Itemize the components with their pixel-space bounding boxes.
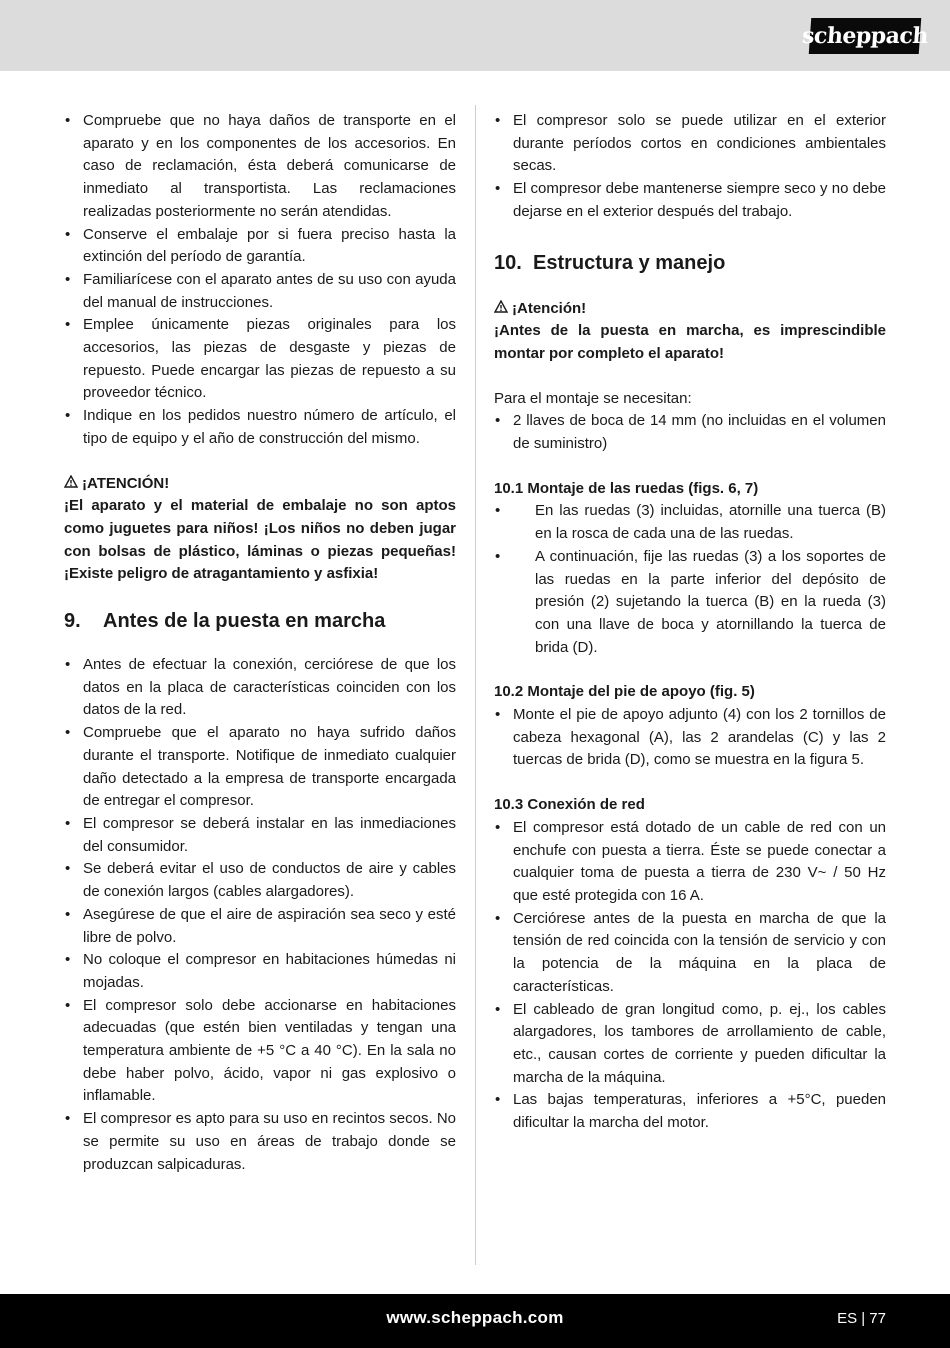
list-item: • 2 llaves de boca de 14 mm (no incluidas en el volumen de suministro): [494, 410, 886, 455]
warning-body: ¡El aparato y el material de embalaje no son aptos como juguetes para niños! ¡Los niños no deben jugar con bolsas de plástico, láminas o piezas pequeñas! ¡Existe peligro de atragantamiento y asfixia!: [64, 497, 456, 583]
section-title: Estructura y manejo: [533, 251, 726, 274]
warning-title: ¡Atención!: [512, 299, 587, 317]
section-number: 10.: [494, 251, 522, 274]
list-item: • Antes de efectuar la conexión, cerciórese de que los datos en la placa de características coinciden con los datos de la red.: [64, 654, 456, 722]
page-number: ES | 77: [837, 1310, 886, 1327]
list-item: • Monte el pie de apoyo adjunto (4) con los 2 tornillos de cabeza hexagonal (A), las 2 arandelas (C) y las 2 tuercas de brida (D), como se muestra en la figura 5.: [494, 704, 886, 772]
section-9-list: [64, 654, 456, 1176]
list-item: • El compresor solo se puede utilizar en el exterior durante períodos cortos en condiciones ambientales secas.: [494, 110, 886, 178]
assembly-intro: Para el montaje se necesitan:: [494, 389, 692, 407]
warning-block: [494, 298, 886, 366]
power-list: [494, 817, 886, 1135]
list-item: • El compresor está dotado de un cable de red con un enchufe con puesta a tierra. Éste se puede conectar a cualquier toma de puesta a tierra de 230 V~ / 50 Hz que esté protegida con 16 A.: [494, 817, 886, 908]
list-item: • El cableado de gran longitud como, p. ej., los cables alargadores, los tambores de arrollamiento de cable, etc., causan cortes de corriente y pueden dificultar la marcha de la máquina.: [494, 999, 886, 1090]
left-column: [64, 110, 456, 1176]
list-item: • Compruebe que no haya daños de transporte en el aparato y en los componentes de los accesorios. En caso de reclamación, ésta deberá comunicarse de inmediato al transportista. Las reclamaciones realizadas posteriormente no serán atendidas.: [64, 110, 456, 224]
right-column: [494, 110, 886, 1135]
section-title: Antes de la puesta en marcha: [103, 610, 386, 633]
assembly-list: [494, 410, 886, 455]
warning-heading: [494, 298, 886, 321]
list-item: • A continuación, fije las ruedas (3) a los soportes de las ruedas en la parte inferior del depósito de presión (2) sujetando la tuerca (B) en la rueda (3) con una llave de boca y atornillando la tuerca de brida (D).: [494, 546, 886, 660]
subsection-heading: 10.2 Montaje del pie de apoyo (fig. 5): [494, 683, 755, 701]
subsection-heading: 10.1 Montaje de las ruedas (figs. 6, 7): [494, 479, 759, 497]
header-bar: [0, 0, 950, 71]
warning-block: [64, 473, 456, 587]
warning-heading: [64, 473, 456, 496]
stand-list: [494, 704, 886, 772]
list-item: • Emplee únicamente piezas originales para los accesorios, las piezas de desgaste y piezas de repuesto. Puede encargar las piezas de repuesto a su proveedor técnico.: [64, 314, 456, 405]
list-item: • No coloque el compresor en habitaciones húmedas ni mojadas.: [64, 949, 456, 994]
list-item: • El compresor se deberá instalar en las inmediaciones del consumidor.: [64, 813, 456, 858]
list-item: • El compresor solo debe accionarse en habitaciones adecuadas (que estén bien ventiladas y tengan una temperatura ambiente de +5 °C a 40 °C). En la sala no debe haber polvo, ácido, vapor ni gas explosivo o inflamable.: [64, 995, 456, 1109]
list-item: • En las ruedas (3) incluidas, atornille una tuerca (B) en la rosca de cada una de las ruedas.: [494, 500, 886, 545]
wheels-list: [494, 500, 886, 659]
list-item: • Asegúrese de que el aire de aspiración sea seco y esté libre de polvo.: [64, 904, 456, 949]
section-heading: [494, 250, 886, 276]
website-url: www.scheppach.com: [386, 1308, 564, 1327]
warning-triangle-icon: [64, 473, 78, 496]
list-item: • El compresor es apto para su uso en recintos secos. No se permite su uso en áreas de trabajo donde se produzcan salpicaduras.: [64, 1108, 456, 1176]
subsection-heading: 10.3 Conexión de red: [494, 796, 645, 814]
list-item: • Familiarícese con el aparato antes de su uso con ayuda del manual de instrucciones.: [64, 269, 456, 314]
brand-logo: scheppach: [809, 18, 922, 54]
intro-list: [64, 110, 456, 451]
list-item: • Conserve el embalaje por si fuera preciso hasta la extinción del período de garantía.: [64, 224, 456, 269]
list-item: • Indique en los pedidos nuestro número de artículo, el tipo de equipo y el año de construcción del mismo.: [64, 405, 456, 450]
list-item: • Se deberá evitar el uso de conductos de aire y cables de conexión largos (cables alargadores).: [64, 858, 456, 903]
list-item: • El compresor debe mantenerse siempre seco y no debe dejarse en el exterior después del trabajo.: [494, 178, 886, 223]
footer-bar: [0, 1294, 950, 1348]
outdoor-list: [494, 110, 886, 224]
section-heading: [64, 608, 456, 634]
section-number: 9.: [64, 610, 81, 633]
warning-body: ¡Antes de la puesta en marcha, es imprescindible montar por completo el aparato!: [494, 322, 886, 362]
list-item: • Las bajas temperaturas, inferiores a +5°C, pueden dificultar la marcha del motor.: [494, 1089, 886, 1134]
list-item: • Compruebe que el aparato no haya sufrido daños durante el transporte. Notifique de inmediato cualquier daño detectado a la empresa de transporte encargada de entregar el compresor.: [64, 722, 456, 813]
column-divider: [475, 105, 476, 1265]
list-item: • Cerciórese antes de la puesta en marcha de que la tensión de red coincida con la tensión de servicio y con la potencia de la máquina en la placa de características.: [494, 908, 886, 999]
warning-title: ¡ATENCIÓN!: [82, 474, 170, 492]
warning-triangle-icon: [494, 298, 508, 321]
